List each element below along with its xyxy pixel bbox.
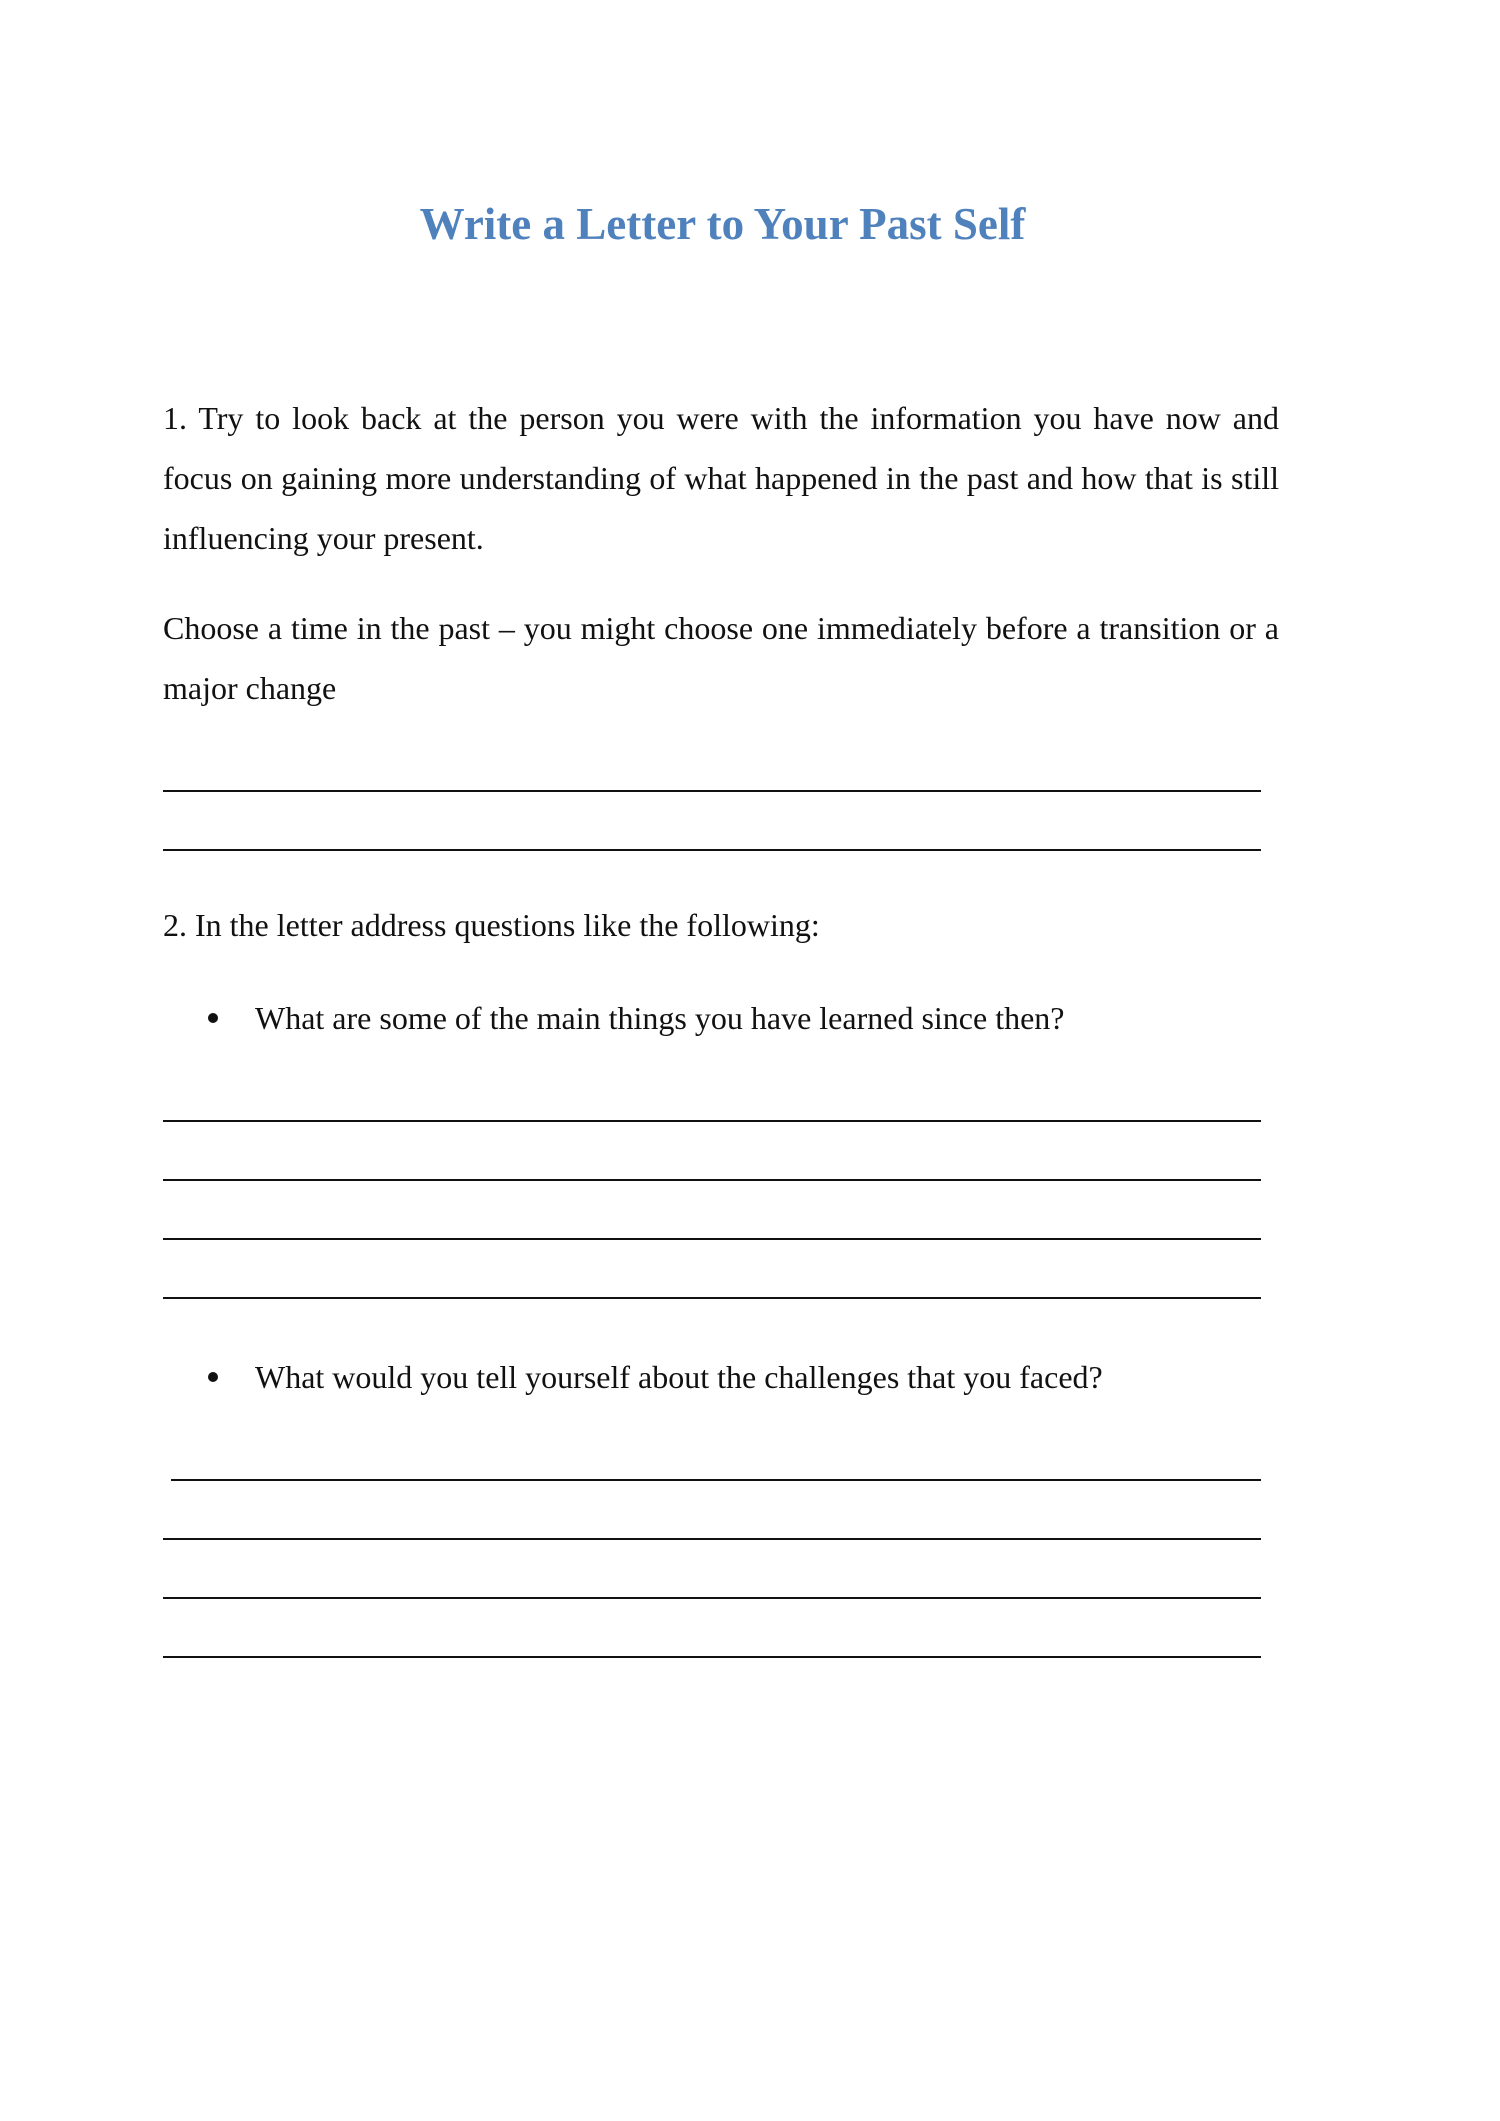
writing-line[interactable] [163, 1297, 1261, 1299]
question-text: What would you tell yourself about the challenges that you faced? [255, 1359, 1103, 1395]
writing-line[interactable] [163, 1597, 1261, 1599]
writing-line[interactable] [163, 1238, 1261, 1240]
writing-line[interactable] [171, 1479, 1261, 1481]
instruction-paragraph-1: 1. Try to look back at the person you were with the information you have now and focus on gaining more understanding of what happened in the past and how that is still influencing your present. [163, 400, 1279, 556]
instruction-paragraph-3: 2. In the letter address questions like the following: [163, 907, 820, 943]
writing-line[interactable] [163, 1538, 1261, 1540]
bullet-icon [208, 1013, 218, 1023]
question-bullet-1 [208, 988, 1308, 1048]
question-text: What are some of the main things you have learned since then? [255, 1000, 1065, 1036]
question-bullet-2 [208, 1347, 1308, 1407]
page-title: Write a Letter to Your Past Self [419, 199, 1026, 249]
writing-line[interactable] [163, 1656, 1261, 1658]
writing-line[interactable] [163, 790, 1261, 792]
writing-line[interactable] [163, 849, 1261, 851]
instruction-paragraph-2: Choose a time in the past – you might choose one immediately before a transition or a major change [163, 610, 1279, 706]
writing-line[interactable] [163, 1179, 1261, 1181]
writing-line[interactable] [163, 1120, 1261, 1122]
bullet-icon [208, 1372, 218, 1382]
